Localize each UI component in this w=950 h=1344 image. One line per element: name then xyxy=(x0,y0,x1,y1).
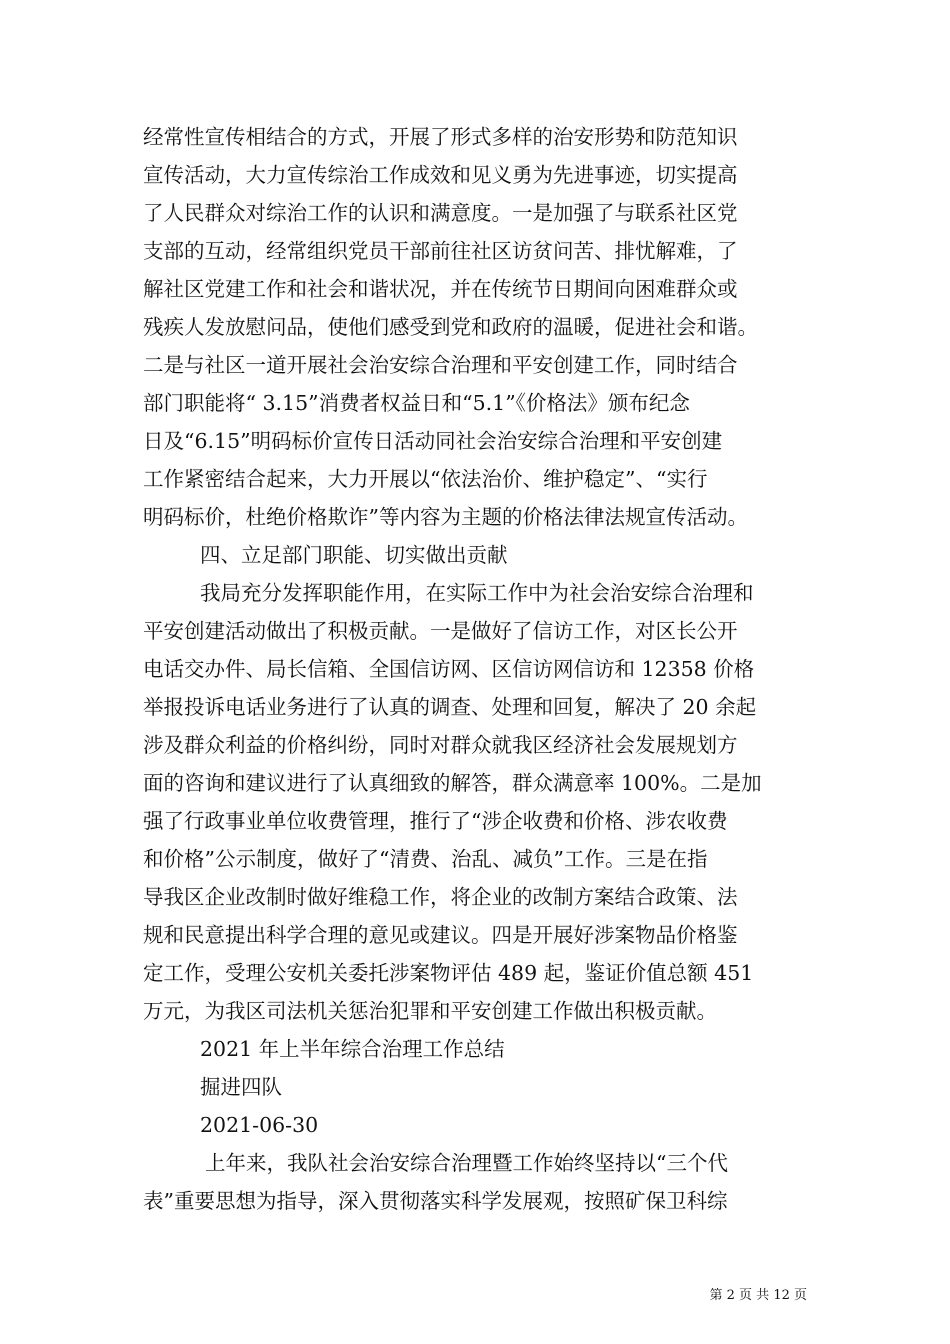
body-line: 涉及群众利益的价格纠纷，同时对群众就我区经济社会发展规划方 xyxy=(143,733,738,757)
body-line: 面的咨询和建议进行了认真细致的解答，群众满意率 100%。二是加 xyxy=(143,771,762,795)
body-line: 部门职能将“ 3.15”消费者权益日和“5.1”《价格法》颁布纪念 xyxy=(143,391,690,415)
body-line: 经常性宣传相结合的方式，开展了形式多样的治安形势和防范知识 xyxy=(143,125,738,149)
paragraph-first-line: 我局充分发挥职能作用，在实际工作中为社会治安综合治理和 xyxy=(200,581,754,605)
body-line: 规和民意提出科学合理的意见或建议。四是开展好涉案物品价格鉴 xyxy=(143,923,738,947)
report-author: 掘进四队 xyxy=(200,1075,282,1099)
body-line: 了人民群众对综治工作的认识和满意度。一是加强了与联系社区党 xyxy=(143,201,738,225)
page-number-footer: 第 2 页 共 12 页 xyxy=(709,1288,807,1303)
body-line: 明码标价，杜绝价格欺诈”等内容为主题的价格法律法规宣传活动。 xyxy=(143,505,748,529)
body-line: 日及“6.15”明码标价宣传日活动同社会治安综合治理和平安创建 xyxy=(143,429,723,453)
body-line: 强了行政事业单位收费管理，推行了“涉企收费和价格、涉农收费 xyxy=(143,809,728,833)
body-line: 和价格”公示制度，做好了“清费、治乱、减负”工作。三是在指 xyxy=(143,847,708,871)
body-line: 解社区党建工作和社会和谐状况，并在传统节日期间向困难群众或 xyxy=(143,277,738,301)
body-line: 二是与社区一道开展社会治安综合治理和平安创建工作，同时结合 xyxy=(143,353,738,377)
body-line: 电话交办件、局长信箱、全国信访网、区信访网信访和 12358 价格 xyxy=(143,657,755,681)
body-line: 宣传活动，大力宣传综治工作成效和见义勇为先进事迹，切实提高 xyxy=(143,163,738,187)
section-heading: 四、立足部门职能、切实做出贡献 xyxy=(200,543,508,567)
body-line: 举报投诉电话业务进行了认真的调查、处理和回复，解决了 20 余起 xyxy=(143,695,757,719)
report-title: 2021 年上半年综合治理工作总结 xyxy=(200,1037,505,1061)
body-line: 定工作，受理公安机关委托涉案物评估 489 起，鉴证价值总额 451 xyxy=(143,961,754,985)
paragraph-first-line: 上年来，我队社会治安综合治理暨工作始终坚持以“三个代 xyxy=(205,1151,728,1175)
body-line: 万元，为我区司法机关惩治犯罪和平安创建工作做出积极贡献。 xyxy=(143,999,717,1023)
body-line: 残疾人发放慰问品，使他们感受到党和政府的温暖，促进社会和谐。 xyxy=(143,315,758,339)
document-body xyxy=(143,118,807,1220)
body-line: 工作紧密结合起来，大力开展以“依法治价、维护稳定”、“实行 xyxy=(143,467,708,491)
body-line: 导我区企业改制时做好维稳工作，将企业的改制方案结合政策、法 xyxy=(143,885,738,909)
body-line: 支部的互动，经常组织党员干部前往社区访贫问苦、排忧解难，了 xyxy=(143,239,738,263)
body-line: 表”重要思想为指导，深入贯彻落实科学发展观，按照矿保卫科综 xyxy=(143,1189,728,1213)
body-line: 平安创建活动做出了积极贡献。一是做好了信访工作，对区长公开 xyxy=(143,619,738,643)
report-date: 2021-06-30 xyxy=(200,1113,319,1137)
